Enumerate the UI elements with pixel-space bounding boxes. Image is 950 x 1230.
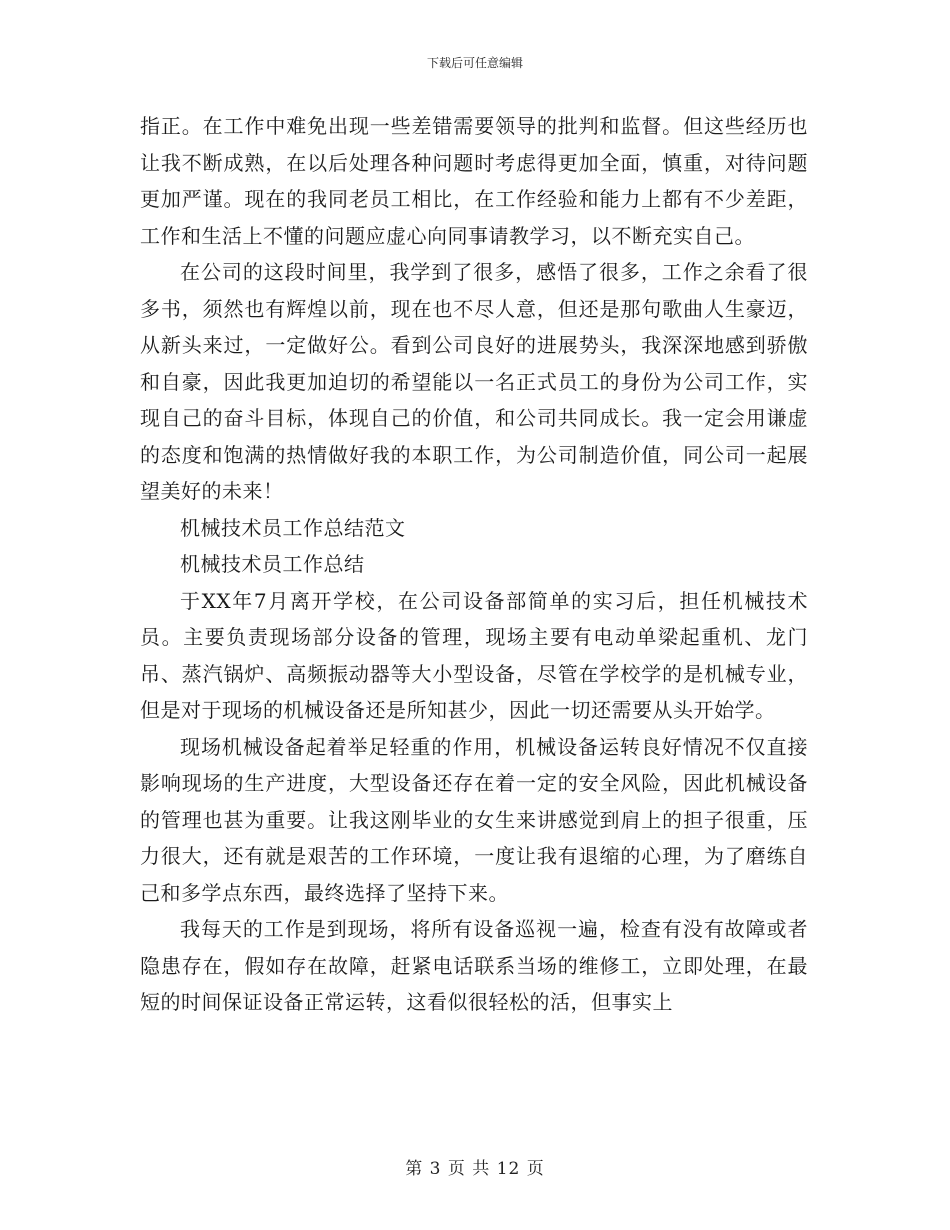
current-page-number: 3 xyxy=(429,1159,442,1179)
paragraph: 在公司的这段时间里，我学到了很多，感悟了很多，工作之余看了很多书，须然也有辉煌以前，现在也不尽人意，但还是那句歌曲人生豪迈，从新头来过，一定做好公。看到公司良好的进展势头，我深深地感到骄傲和自豪，因此我更加迫切的希望能以一名正式员工的身份为公司工作，实现自己的奋斗目标，体现自己的价值，和公司共同成长。我一定会用谦虚的态度和饱满的热情做好我的本职工作，为公司制造价值，同公司一起展望美好的未来！ xyxy=(140,260,808,503)
paragraph: 现场机械设备起着举足轻重的作用，机械设备运转良好情况不仅直接影响现场的生产进度，大型设备还存在着一定的安全风险，因此机械设备的管理也甚为重要。让我这刚毕业的女生来讲感觉到肩上的担子很重，压力很大，还有就是艰苦的工作环境，一度让我有退缩的心理，为了磨练自己和多学点东西，最终选择了坚持下来。 xyxy=(140,734,808,905)
section-subtitle: 机械技术员工作总结 xyxy=(180,552,365,576)
page-footer xyxy=(0,1154,950,1179)
paragraph: 我每天的工作是到现场，将所有设备巡视一遍，检查有没有故障或者隐患存在，假如存在故障，赶紧电话联系当场的维修工，立即处理，在最短的时间保证设备正常运转，这看似很轻松的活，但事实上 xyxy=(140,917,808,1014)
document-body xyxy=(140,108,808,1021)
page-label-mid2: 共 xyxy=(472,1159,491,1179)
page-label-mid1: 页 xyxy=(447,1159,466,1179)
page-label-prefix: 第 xyxy=(405,1159,424,1179)
paragraph: 指正。在工作中难免出现一些差错需要领导的批判和监督。但这些经历也让我不断成熟，在以后处理各种问题时考虑得更加全面，慎重，对待问题更加严谨。现在的我同老员工相比，在工作经验和能力上都有不少差距，工作和生活上不懂的问题应虚心向同事请教学习，以不断充实自己。 xyxy=(140,114,808,248)
page-header: 下载后可任意编辑 xyxy=(426,56,523,70)
section-title: 机械技术员工作总结范文 xyxy=(180,515,406,540)
total-pages-number: 12 xyxy=(496,1159,521,1179)
paragraph: 于XX年7月离开学校，在公司设备部简单的实习后，担任机械技术员。主要负责现场部分设备的管理，现场主要有电动单梁起重机、龙门吊、蒸汽锅炉、高频振动器等大小型设备，尽管在学校学的是机械专业，但是对于现场的机械设备还是所知甚少，因此一切还需要从头开始学。 xyxy=(140,588,808,722)
page-label-suffix: 页 xyxy=(526,1159,545,1179)
